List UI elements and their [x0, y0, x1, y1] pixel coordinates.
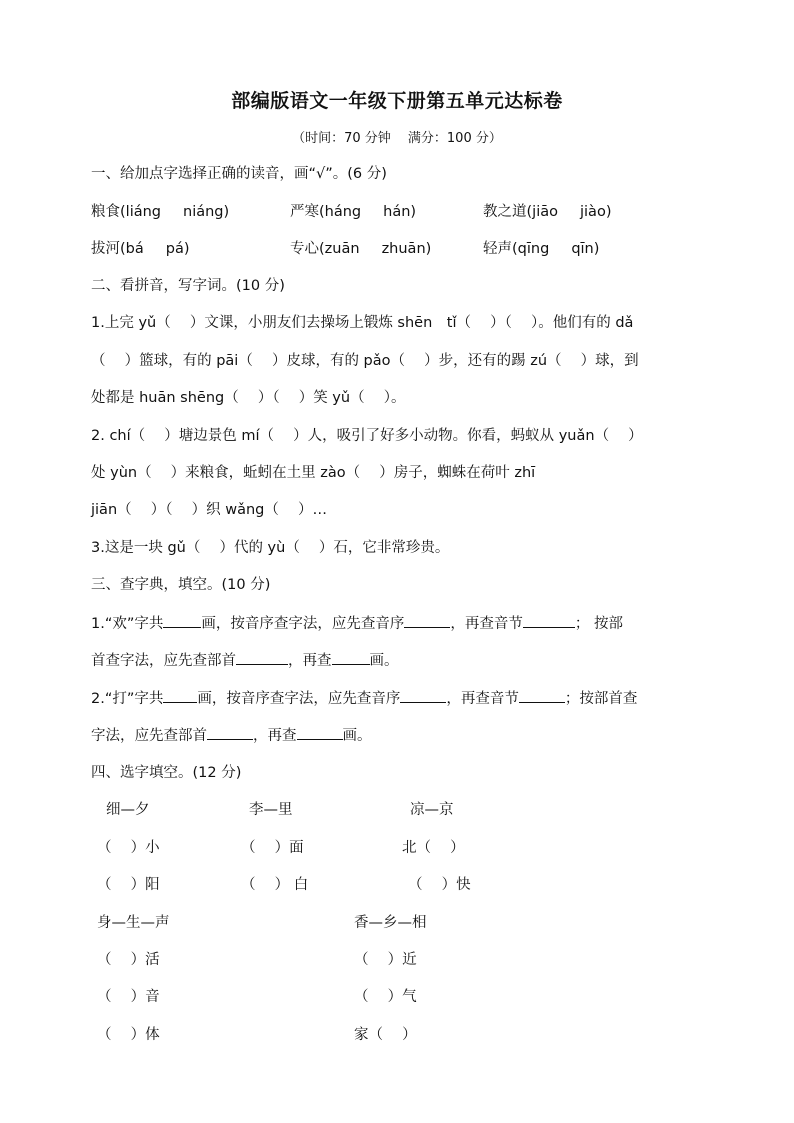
s1-opt: pá	[165, 241, 184, 257]
s1-word: 教之道	[483, 204, 527, 220]
s3-q1-line1: 1.“欢”字共 画，按音序查字法，应先查音序 ，再查音节 ； 按部	[91, 613, 623, 634]
answer-blank[interactable]	[236, 650, 288, 665]
page-subtitle: （时间：70 分钟 满分：100 分）	[292, 131, 502, 146]
answer-blank[interactable]	[163, 688, 197, 703]
s1-word: 拔河	[91, 241, 120, 257]
s2-q3: 3.这是一块 gǔ（ ）代的 yù（ ）石，它非常珍贵。	[91, 540, 450, 556]
s4-fill-item: （ ）近	[354, 952, 417, 968]
s1-word: 轻声	[483, 241, 512, 257]
s1-opt: bá	[125, 241, 144, 257]
s1-item-2: 严寒(háng hán)	[290, 204, 417, 220]
section2-heading: 二、看拼音，写字词。(10 分)	[91, 278, 285, 294]
s1-word: 专心	[290, 241, 319, 257]
s1-opt: liáng	[125, 204, 162, 220]
s1-item-6: 轻声(qīng qīn)	[483, 241, 600, 257]
s1-item-3: 教之道(jiāo jiào)	[483, 204, 612, 220]
page-title: 部编版语文一年级下册第五单元达标卷	[231, 90, 563, 112]
s4-fill-item: （ ）快	[408, 877, 471, 893]
answer-blank[interactable]	[523, 613, 575, 628]
s4-fill-item: 家（ ）	[354, 1027, 417, 1043]
s1-opt: hán	[383, 204, 411, 220]
answer-blank[interactable]	[207, 725, 253, 740]
s3-q2-line1: 2.“打”字共 画，按音序查字法，应先查音序 ，再查音节 ；按部首查	[91, 688, 637, 709]
s2-q1-line1: 1.上完 yǔ（ ）文课，小朋友们去操场上锻炼 shēn tǐ（ ）（ ）。他们有的 dǎ	[91, 315, 634, 331]
s4-group-pair: 细—夕	[106, 802, 150, 818]
s4-fill-item: （ ）面	[241, 840, 304, 856]
s4-group-pair: 身—生—声	[97, 915, 170, 931]
s4-group-pair: 李—里	[249, 802, 293, 818]
answer-blank[interactable]	[404, 613, 450, 628]
s2-q1-line2: （ ）篮球，有的 pāi（ ）皮球，有的 pǎo（ ）步，还有的踢 zú（ ）球，到	[91, 353, 639, 369]
s1-opt: qīn	[571, 241, 594, 257]
answer-blank[interactable]	[332, 650, 370, 665]
s1-opt: zhuān	[381, 241, 426, 257]
s2-q2-line1: 2. chí（ ）塘边景色 mí（ ）人，吸引了好多小动物。你看，蚂蚁从 yuǎn（ ）	[91, 428, 643, 444]
answer-blank[interactable]	[163, 613, 201, 628]
s4-fill-item: （ ）音	[97, 989, 160, 1005]
s1-opt: jiào	[580, 204, 606, 220]
s2-q2-line3: jiān（ ）（ ）织 wǎng（ ）…	[91, 502, 327, 518]
section3-heading: 三、查字典，填空。(10 分)	[91, 577, 271, 593]
s1-item-5: 专心(zuān zhuān)	[290, 241, 432, 257]
section1-heading: 一、给加点字选择正确的读音，画“√”。(6 分)	[91, 166, 387, 182]
s4-fill-item: （ ）体	[97, 1027, 160, 1043]
s2-q1-line3: 处都是 huān shēng（ ）（ ）笑 yǔ（ ）。	[91, 390, 406, 406]
s4-fill-item: 北（ ）	[402, 840, 465, 856]
s4-fill-item: （ ）气	[354, 989, 417, 1005]
s4-fill-item: （ ）阳	[97, 877, 160, 893]
s1-opt: qīng	[517, 241, 550, 257]
s1-word: 粮食	[91, 204, 120, 220]
s1-opt: háng	[324, 204, 362, 220]
s1-opt: jiāo	[532, 204, 558, 220]
answer-blank[interactable]	[297, 725, 343, 740]
s3-q1-line2: 首查字法，应先查部首 ，再查 画。	[91, 650, 399, 671]
section4-heading: 四、选字填空。(12 分)	[91, 765, 242, 781]
s1-item-4: 拔河(bá pá)	[91, 241, 190, 257]
s1-item-1: 粮食(liáng niáng)	[91, 204, 230, 220]
s3-q2-line2: 字法，应先查部首 ，再查 画。	[91, 725, 372, 746]
s4-group-pair: 香—乡—相	[354, 915, 427, 931]
s1-opt: niáng	[183, 204, 224, 220]
s4-fill-item: （ ）小	[97, 840, 160, 856]
answer-blank[interactable]	[519, 688, 565, 703]
s1-opt: zuān	[324, 241, 360, 257]
s1-word: 严寒	[290, 204, 319, 220]
s4-group-pair: 凉—京	[410, 802, 454, 818]
s4-fill-item: （ ） 白	[241, 877, 309, 893]
s2-q2-line2: 处 yùn（ ）来粮食，蚯蚓在土里 zào（ ）房子，蜘蛛在荷叶 zhī	[91, 465, 536, 481]
answer-blank[interactable]	[400, 688, 446, 703]
s4-fill-item: （ ）活	[97, 952, 160, 968]
